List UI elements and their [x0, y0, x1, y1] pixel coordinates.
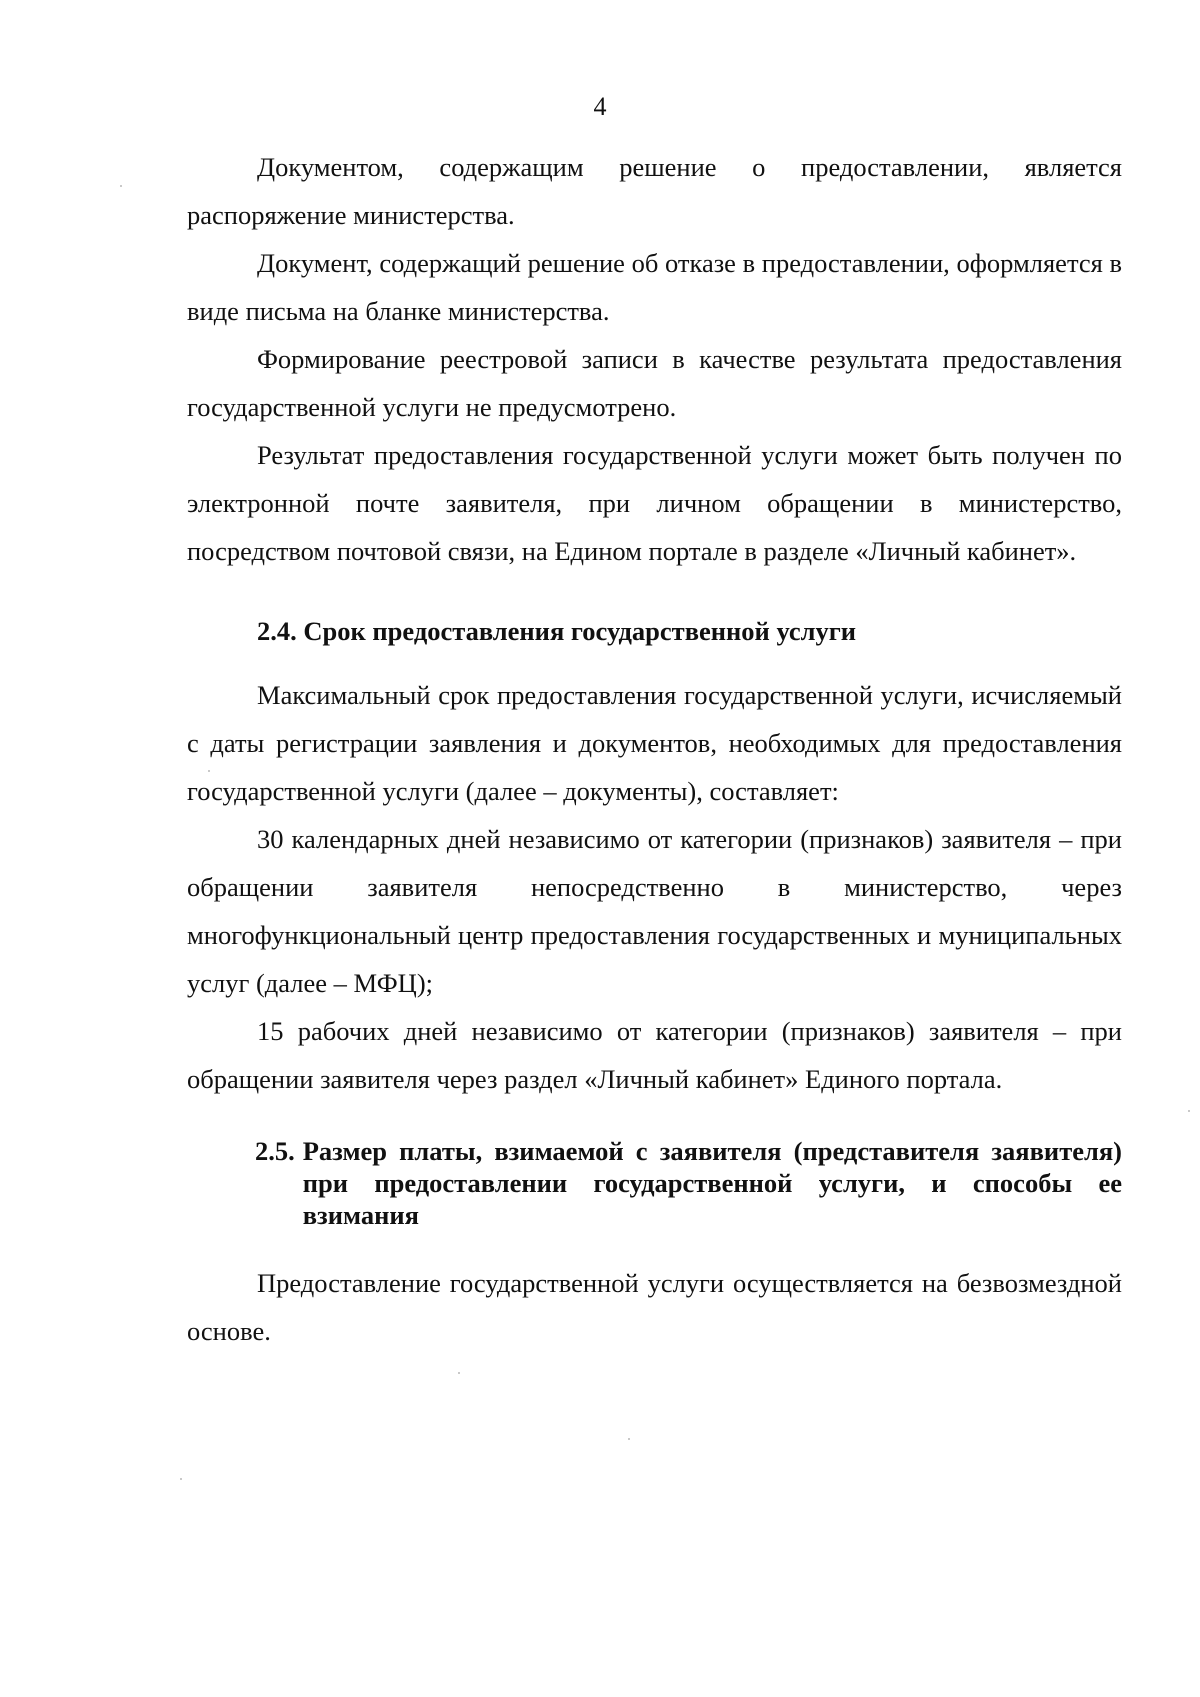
document-body [187, 143, 1122, 1355]
paragraph-15-days: 15 рабочих дней независимо от категории (признаков) заявителя – при обращении заявителя через раздел «Личный кабинет» Единого портала. [187, 1016, 1122, 1094]
scan-speck [180, 1478, 182, 1480]
paragraph-decision-document: Документом, содержащим решение о предоставлении, является распоряжение министерства. [187, 152, 1122, 230]
scan-speck [458, 1372, 460, 1374]
scan-speck [628, 1438, 630, 1440]
section-heading-2-5 [187, 1135, 1122, 1231]
paragraph-free-of-charge: Предоставление государственной услуги осуществляется на безвозмездной основе. [187, 1268, 1122, 1346]
scan-speck [1188, 1110, 1190, 1112]
paragraph-30-days: 30 календарных дней независимо от категории (признаков) заявителя – при обращении заявителя непосредственно в министерство, через многофункциональный центр предоставления государственных и муниципальных услуг (далее – МФЦ); [187, 824, 1122, 998]
section-heading-2-4: 2.4. Срок предоставления государственной услуги [257, 616, 857, 646]
scan-speck [208, 770, 210, 772]
section-title-2-5: Размер платы, взимаемой с заявителя (представителя заявителя) при предоставлении государственной услуги, и способы ее взимания [302, 1136, 1122, 1230]
paragraph-result-delivery: Результат предоставления государственной услуги может быть получен по электронной почте заявителя, при личном обращении в министерство, посредством почтовой связи, на Едином портале в разделе «Личный кабинет». [187, 440, 1122, 566]
paragraph-refusal-document: Документ, содержащий решение об отказе в предоставлении, оформляется в виде письма на бланке министерства. [187, 248, 1122, 326]
section-number-2-5: 2.5. [255, 1136, 295, 1166]
scan-speck [120, 185, 122, 187]
paragraph-registry-record: Формирование реестровой записи в качестве результата предоставления государственной услуги не предусмотрено. [187, 344, 1122, 422]
page-number: 4 [593, 92, 607, 121]
paragraph-max-term: Максимальный срок предоставления государственной услуги, исчисляемый с даты регистрации заявления и документов, необходимых для предоставления государственной услуги (далее – документы), составляет: [187, 680, 1122, 806]
